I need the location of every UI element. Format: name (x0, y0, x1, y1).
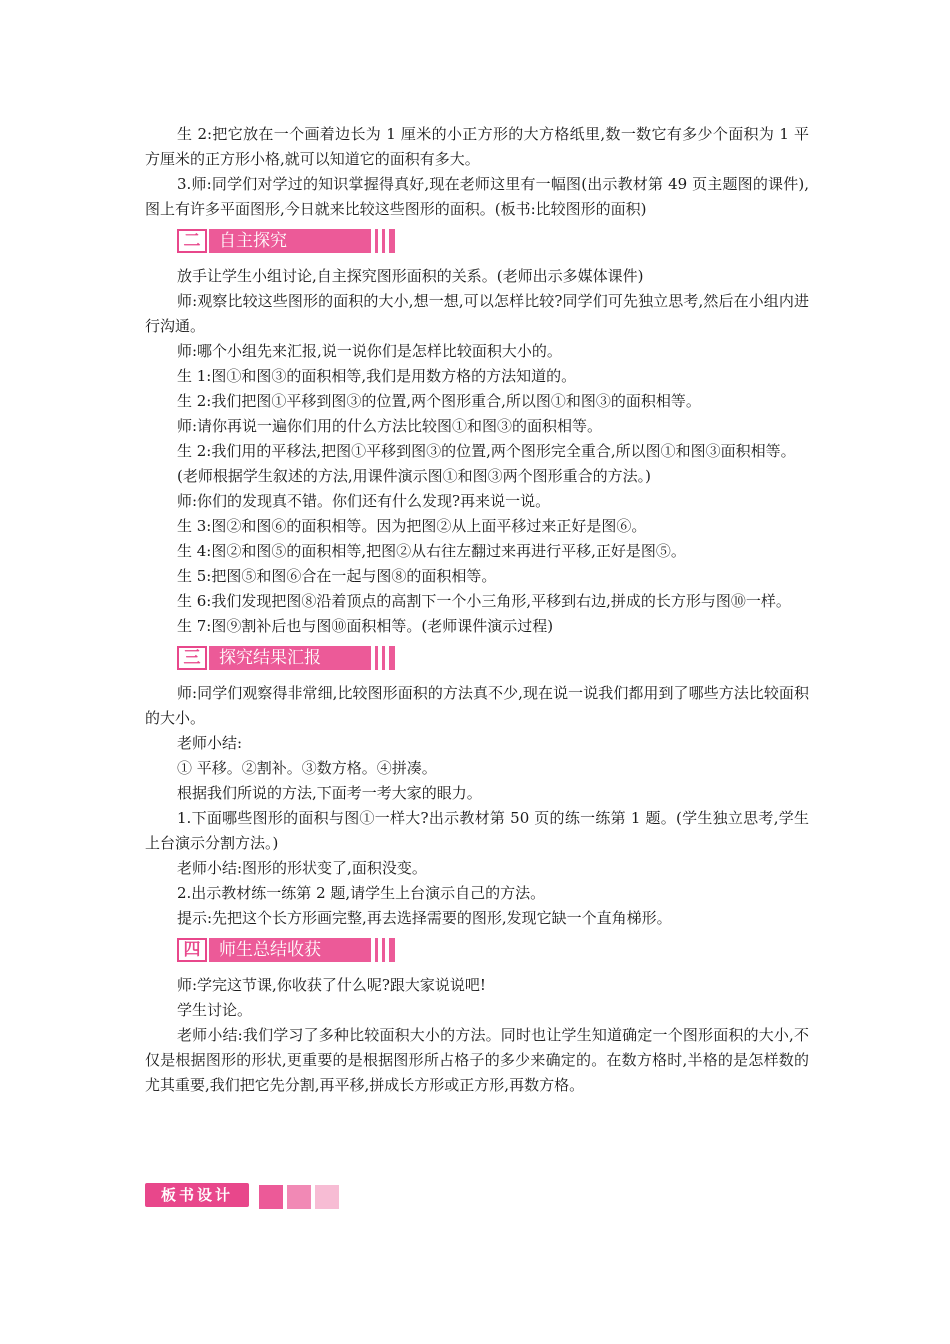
section-number-box (177, 646, 207, 670)
section-title-bar (209, 646, 395, 670)
section-title-bar (209, 229, 395, 253)
section-number: 四 (183, 939, 201, 960)
paragraph: 师:同学们观察得非常细,比较图形面积的方法真不少,现在说一说我们都用到了哪些方法比较面积的大小。 (145, 684, 809, 727)
paragraph: 生 7:图⑨割补后也与图⑩面积相等。(老师课件演示过程) (177, 617, 554, 635)
paragraph: 提示:先把这个长方形画完整,再去选择需要的图形,发现它缺一个直角梯形。 (177, 909, 672, 927)
section-header-2 (177, 229, 809, 255)
section-header-3 (177, 646, 809, 672)
section-title: 师生总结收获 (219, 940, 321, 960)
paragraph: 生 4:图②和图⑤的面积相等,把图②从右往左翻过来再进行平移,正好是图⑤。 (177, 542, 686, 560)
paragraph: 学生讨论。 (177, 1001, 253, 1019)
paragraph: 老师小结:我们学习了多种比较面积大小的方法。同时也让学生知道确定一个图形面积的大小,不仅是根据图形的形状,更重要的是根据图形所占格子的多少来确定的。在数方格时,半格的是怎样数的尤其重要,我们把它先分割,再平移,拼成长方形或正方形,再数方格。 (145, 1026, 809, 1094)
paragraph: 生 2:我们把图①平移到图③的位置,两个图形重合,所以图①和图③的面积相等。 (177, 392, 701, 410)
paragraph: 老师小结: (177, 734, 243, 752)
paragraph: 生 5:把图⑤和图⑥合在一起与图⑧的面积相等。 (177, 567, 497, 585)
decorative-square (315, 1185, 339, 1209)
paragraph: 师:你们的发现真不错。你们还有什么发现?再来说一说。 (177, 492, 551, 510)
paragraph: 放手让学生小组讨论,自主探究图形面积的关系。(老师出示多媒体课件) (177, 267, 644, 285)
paragraph: 2.出示教材练一练第 2 题,请学生上台演示自己的方法。 (177, 884, 546, 902)
decorative-square (259, 1185, 283, 1209)
section-title: 自主探究 (219, 231, 287, 251)
paragraph: 1.下面哪些图形的面积与图①一样大?出示教材第 50 页的练一练第 1 题。(学生独立思考,学生上台演示分割方法。) (145, 809, 809, 852)
paragraph: 师:哪个小组先来汇报,说一说你们是怎样比较面积大小的。 (177, 342, 562, 360)
section-number-box (177, 229, 207, 253)
paragraph: 生 2:把它放在一个画着边长为 1 厘米的小正方形的大方格纸里,数一数它有多少个面积为 1 平方厘米的正方形小格,就可以知道它的面积有多大。 (145, 125, 809, 168)
paragraph: 师:观察比较这些图形的面积的大小,想一想,可以怎样比较?同学们可先独立思考,然后在小组内进行沟通。 (145, 292, 809, 335)
paragraph: 生 6:我们发现把图⑧沿着顶点的高割下一个小三角形,平移到右边,拼成的长方形与图⑩一样。 (177, 592, 791, 610)
section-header-4 (177, 938, 809, 964)
section-title: 探究结果汇报 (219, 648, 321, 668)
section-number: 三 (183, 647, 201, 668)
board-design-header (145, 1183, 339, 1207)
paragraph: 根据我们所说的方法,下面考一考大家的眼力。 (177, 784, 482, 802)
section-number: 二 (183, 230, 201, 251)
document-body (145, 122, 809, 1098)
section-title-bar (209, 938, 395, 962)
paragraph: 师:请你再说一遍你们用的什么方法比较图①和图③的面积相等。 (177, 417, 603, 435)
decorative-square (287, 1185, 311, 1209)
paragraph: 师:学完这节课,你收获了什么呢?跟大家说说吧! (177, 976, 486, 994)
decorative-stripes (371, 229, 389, 253)
paragraph: (老师根据学生叙述的方法,用课件演示图①和图③两个图形重合的方法。) (177, 467, 651, 485)
paragraph: 老师小结:图形的形状变了,面积没变。 (177, 859, 427, 877)
paragraph: 生 3:图②和图⑥的面积相等。因为把图②从上面平移过来正好是图⑥。 (177, 517, 647, 535)
paragraph: 生 1:图①和图③的面积相等,我们是用数方格的方法知道的。 (177, 367, 577, 385)
decorative-stripes (371, 646, 389, 670)
section-number-box (177, 938, 207, 962)
decorative-stripes (371, 938, 389, 962)
board-design-label: 板书设计 (145, 1183, 249, 1207)
paragraph: 生 2:我们用的平移法,把图①平移到图③的位置,两个图形完全重合,所以图①和图③面积相等。 (177, 442, 796, 460)
paragraph: 3.师:同学们对学过的知识掌握得真好,现在老师这里有一幅图(出示教材第 49 页主题图的课件),图上有许多平面图形,今日就来比较这些图形的面积。(板书:比较图形的面积) (145, 175, 809, 218)
paragraph: ① 平移。②割补。③数方格。④拼凑。 (177, 759, 437, 777)
